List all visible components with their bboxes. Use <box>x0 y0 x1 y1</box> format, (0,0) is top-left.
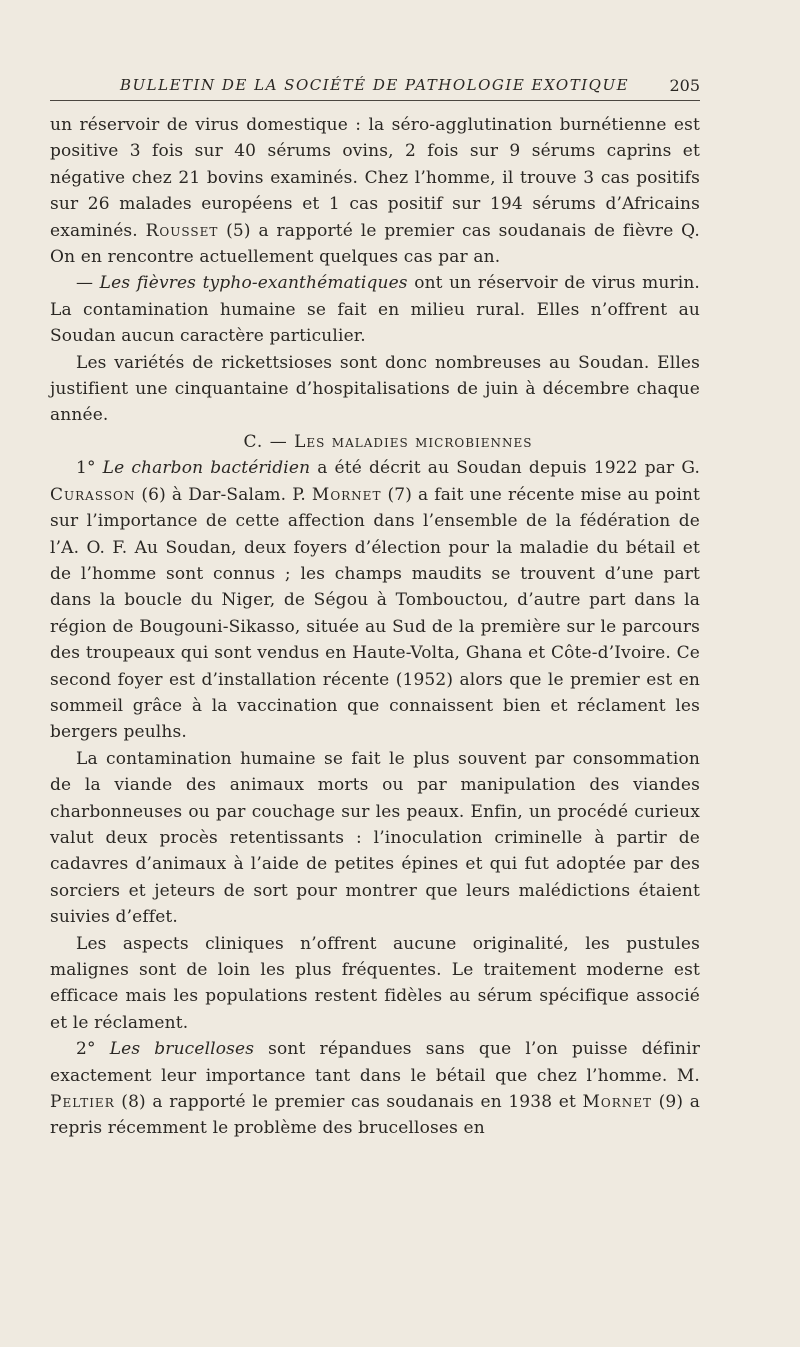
section-title: Les maladies microbiennes <box>294 431 533 452</box>
paragraph-contamination <box>50 746 700 931</box>
item-number: 1° <box>76 458 103 479</box>
italic-term: Les brucelloses <box>109 1039 255 1060</box>
running-title: BULLETIN DE LA SOCIÉTÉ DE PATHOLOGIE EXOTIQUE <box>120 76 630 94</box>
author-name: Mornet <box>311 484 382 505</box>
paragraph-text: (6) à Dar-Salam. P. <box>135 484 312 505</box>
item-number: 2° <box>76 1039 110 1060</box>
author-name: Peltier <box>50 1092 115 1113</box>
paragraph-text: (5) a rapporté le premier cas soudanais de fièvre Q. On en rencontre actuellement quelques cas par an. <box>50 220 700 268</box>
section-prefix: C. — <box>243 431 295 452</box>
paragraph-clinical <box>50 931 700 1037</box>
paragraph-text: Les variétés de rickettsioses sont donc nombreuses au Soudan. Elles justifient une cinquantaine d’hospitalisations de juin à décembre chaque année. <box>50 352 700 426</box>
dash: — <box>76 273 100 294</box>
paragraph-text: (7) a fait une récente mise au point sur l’importance de cette affection dans l’ensemble de la fédération de l’A. O. F. Au Soudan, deux foyers d’élection pour la maladie du bétail et de l’homme sont connus ; les champs maudits se trouvent d’une part dans la boucle du Niger, de Ségou à Tombouctou, d’autre part dans la région de Bougouni-Sikasso, située au Sud de la première sur le parcours des troupeaux qui sont vendus en Haute-Volta, Ghana et Côte-d’Ivoire. Ce second foyer est d’installation récente (1952) alors que le premier est en sommeil grâce à la vaccination que connaissent bien et réclament les bergers peulhs. <box>50 484 701 743</box>
paragraph-text: (9) a repris récemment le problème des brucelloses en <box>50 1092 700 1139</box>
paragraph-typhus <box>50 270 700 349</box>
paragraph-text: ont un réservoir de virus murin. La contamination humaine se fait en milieu rural. Elles n’offrent au Soudan aucun caractère particulier. <box>50 273 700 347</box>
paragraph-text: Les aspects cliniques n’offrent aucune originalité, les pustules malignes sont de loin les plus fréquentes. Le traitement moderne est efficace mais les populations restent fidèles au sérum spécifique associé et le réclament. <box>50 933 700 1033</box>
running-header <box>50 74 700 101</box>
paragraph-rickettsioses <box>50 350 700 429</box>
paragraph-q-fever <box>50 112 700 270</box>
body-text <box>50 112 700 1142</box>
paragraph-brucelloses <box>50 1036 700 1142</box>
paragraph-anthrax <box>50 455 700 745</box>
author-name: Rousset <box>145 220 219 241</box>
author-name: Mornet <box>582 1092 653 1113</box>
paragraph-text: un réservoir de virus domestique : la séro-agglutination burnétienne est positive 3 fois sur 40 sérums ovins, 2 fois sur 9 sérums caprins et négative chez 21 bovins examinés. Chez l’homme, il trouve 3 cas positifs sur 26 malades européens et 1 cas positif sur 194 sérums d’Africains examinés. <box>50 115 700 241</box>
italic-term: Le charbon bactéridien <box>102 458 311 479</box>
section-heading <box>50 429 700 455</box>
author-name: Curasson <box>50 484 136 505</box>
page-number: 205 <box>669 76 700 95</box>
paragraph-text: sont répandues sans que l’on puisse définir exactement leur importance tant dans le bétail que chez l’homme. M. <box>50 1039 700 1086</box>
italic-term: Les fièvres typho-exanthématiques <box>99 273 408 294</box>
paragraph-text: a été décrit au Soudan depuis 1922 par G. <box>310 458 701 479</box>
paragraph-text: La contamination humaine se fait le plus souvent par consommation de la viande des animaux morts ou par manipulation des viandes charbonneuses ou par couchage sur les peaux. Enfin, un procédé curieux valut deux procès retentissants : l’inoculation criminelle à partir de cadavres d’animaux à l’aide de petites épines et qui fut adoptée par des sorciers et jeteurs de sort pour montrer que leurs malédictions étaient suivies d’effet. <box>50 748 700 928</box>
paragraph-text: (8) a rapporté le premier cas soudanais en 1938 et <box>114 1092 583 1113</box>
